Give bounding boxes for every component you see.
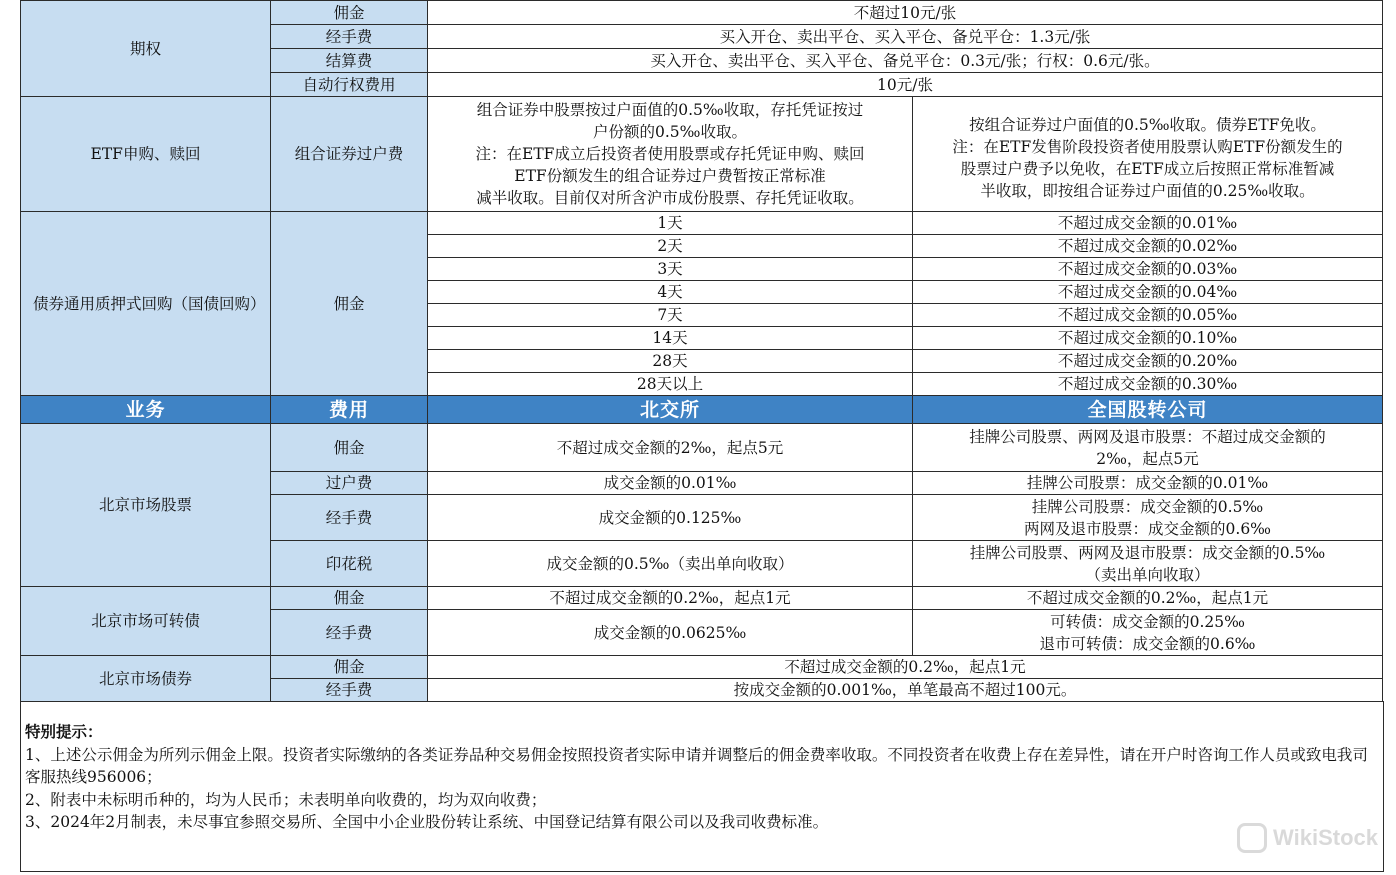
rule-line: 减半收取。目前仅对所含沪市成份股票、存托凭证收取。: [476, 189, 864, 207]
neeq-fee-cell: [913, 424, 1383, 472]
rule-line: 注：在ETF成立后投资者使用股票或存托凭证申购、赎回: [475, 145, 865, 163]
rule-line: 组合证券中股票按过户面值的0.5‰收取，存托凭证按过: [476, 101, 864, 119]
table-row: [21, 587, 1383, 610]
wikistock-logo-icon: [1237, 823, 1267, 853]
neeq-fee-cell: [913, 541, 1383, 587]
repo-term-cell: 28天: [428, 350, 913, 373]
fee-value-cell: 买入开仓、卖出平仓、买入平仓、备兑平仓：1.3元/张: [428, 25, 1383, 49]
rule-line: 户份额的0.5‰收取。: [593, 123, 747, 141]
repo-rate-cell: 不超过成交金额的0.02‰: [913, 235, 1383, 258]
fee-name-cell: 佣金: [271, 587, 428, 610]
neeq-fee-cell: [913, 587, 1383, 610]
header-neeq: 全国股转公司: [913, 396, 1383, 424]
rule-line: 按组合证券过户面值的0.5‰收取。债券ETF免收。: [969, 116, 1326, 134]
repo-rate-cell: 不超过成交金额的0.01‰: [913, 212, 1383, 235]
fee-value-cell: 10元/张: [428, 73, 1383, 97]
business-cell-options: 期权: [21, 1, 271, 97]
repo-term-cell: 28天以上: [428, 373, 913, 396]
fee-name-cell: 经手费: [271, 679, 428, 702]
business-cell-bj-bond: 北京市场债券: [21, 656, 271, 702]
business-cell-repo: 债券通用质押式回购（国债回购）: [21, 212, 271, 396]
repo-term-cell: 7天: [428, 304, 913, 327]
notice-item: 3、2024年2月制表，未尽事宜参照交易所、全国中小企业股份转让系统、中国登记结算有限公司以及我司收费标准。: [25, 813, 829, 831]
fee-name-cell: 结算费: [271, 49, 428, 73]
rule-line: 挂牌公司股票、两网及退市股票：不超过成交金额的: [969, 427, 1326, 446]
rule-line: （卖出单向收取）: [1085, 565, 1210, 584]
bse-fee-cell: 成交金额的0.125‰: [428, 495, 913, 541]
table-row: [21, 212, 1383, 235]
fee-name-cell: 佣金: [271, 1, 428, 25]
business-cell-etf: ETF申购、赎回: [21, 97, 271, 212]
repo-rate-cell: 不超过成交金额的0.05‰: [913, 304, 1383, 327]
watermark-text: WikiStock: [1273, 825, 1378, 850]
rule-line: 2‰，起点5元: [1096, 449, 1199, 468]
notice-item: 1、上述公示佣金为所列示佣金上限。投资者实际缴纳的各类证券品种交易佣金按照投资者实际申请并调整后的佣金费率收取。不同投资者在收费上存在差异性，请在开户时咨询工作人员或致电我司客服热线956006；: [25, 745, 1368, 786]
fee-name-cell: 经手费: [271, 610, 428, 656]
fee-name-cell: 自动行权费用: [271, 73, 428, 97]
fee-value-cell: 不超过10元/张: [428, 1, 1383, 25]
repo-term-cell: 3天: [428, 258, 913, 281]
fee-value-cell: 按成交金额的0.001‰，单笔最高不超过100元。: [428, 679, 1383, 702]
fee-name-cell: 经手费: [271, 495, 428, 541]
fee-name-cell: 佣金: [271, 656, 428, 679]
rule-line: 挂牌公司股票：成交金额的0.01‰: [1026, 474, 1269, 492]
rule-line: 股票过户费予以免收，在ETF成立后按照正常标准暂减: [960, 160, 1335, 178]
table-row: [21, 424, 1383, 472]
fee-name-cell: 组合证券过户费: [271, 97, 428, 212]
rule-line: 不超过成交金额的0.2‰，起点1元: [1026, 589, 1269, 607]
rule-line: 注：在ETF发售阶段投资者使用股票认购ETF份额发生的: [952, 138, 1343, 156]
header-fee: 费用: [271, 396, 428, 424]
business-cell-bj-stock: 北京市场股票: [21, 424, 271, 587]
table-row: [21, 1, 1383, 25]
bse-fee-cell: 成交金额的0.01‰: [428, 472, 913, 495]
rule-line: 可转债：成交金额的0.25‰: [1050, 612, 1245, 631]
fee-schedule-table: [20, 0, 1383, 702]
repo-term-cell: 2天: [428, 235, 913, 258]
repo-rate-cell: 不超过成交金额的0.03‰: [913, 258, 1383, 281]
rule-line: 半收取，即按组合证券过户面值的0.25‰收取。: [980, 182, 1315, 200]
neeq-fee-cell: [913, 495, 1383, 541]
fee-name-cell: 佣金: [271, 212, 428, 396]
special-notice: [20, 701, 1384, 872]
repo-term-cell: 1天: [428, 212, 913, 235]
fee-value-cell: 买入开仓、卖出平仓、买入平仓、备兑平仓：0.3元/张；行权：0.6元/张。: [428, 49, 1383, 73]
repo-rate-cell: 不超过成交金额的0.10‰: [913, 327, 1383, 350]
business-cell-bj-cb: 北京市场可转债: [21, 587, 271, 656]
header-bse: 北交所: [428, 396, 913, 424]
neeq-fee-cell: [913, 610, 1383, 656]
neeq-fee-cell: [913, 472, 1383, 495]
header-business: 业务: [21, 396, 271, 424]
rule-line: 退市可转债：成交金额的0.6‰: [1039, 634, 1256, 653]
bse-fee-cell: 不超过成交金额的2‰，起点5元: [428, 424, 913, 472]
fee-name-cell: 印花税: [271, 541, 428, 587]
notice-title: 特别提示：: [25, 722, 103, 741]
fee-value-cell: 不超过成交金额的0.2‰，起点1元: [428, 656, 1383, 679]
rule-line: ETF份额发生的组合证券过户费暂按正常标准: [514, 167, 826, 185]
fee-name-cell: 佣金: [271, 424, 428, 472]
watermark: [1237, 823, 1378, 853]
fee-name-cell: 经手费: [271, 25, 428, 49]
bse-fee-cell: 成交金额的0.0625‰: [428, 610, 913, 656]
etf-sh-rule-cell: [428, 97, 913, 212]
table-row: [21, 656, 1383, 679]
rule-line: 挂牌公司股票、两网及退市股票：成交金额的0.5‰: [969, 543, 1326, 562]
table-header-row: [21, 396, 1383, 424]
fee-name-cell: 过户费: [271, 472, 428, 495]
repo-term-cell: 4天: [428, 281, 913, 304]
repo-rate-cell: 不超过成交金额的0.30‰: [913, 373, 1383, 396]
bse-fee-cell: 不超过成交金额的0.2‰，起点1元: [428, 587, 913, 610]
notice-item: 2、附表中未标明币种的，均为人民币；未表明单向收费的，均为双向收费；: [25, 790, 547, 809]
repo-term-cell: 14天: [428, 327, 913, 350]
repo-rate-cell: 不超过成交金额的0.20‰: [913, 350, 1383, 373]
rule-line: 挂牌公司股票：成交金额的0.5‰: [1031, 497, 1264, 516]
table-row: [21, 97, 1383, 212]
bse-fee-cell: 成交金额的0.5‰（卖出单向收取）: [428, 541, 913, 587]
etf-sz-rule-cell: [913, 97, 1383, 212]
repo-rate-cell: 不超过成交金额的0.04‰: [913, 281, 1383, 304]
rule-line: 两网及退市股票：成交金额的0.6‰: [1024, 519, 1271, 538]
